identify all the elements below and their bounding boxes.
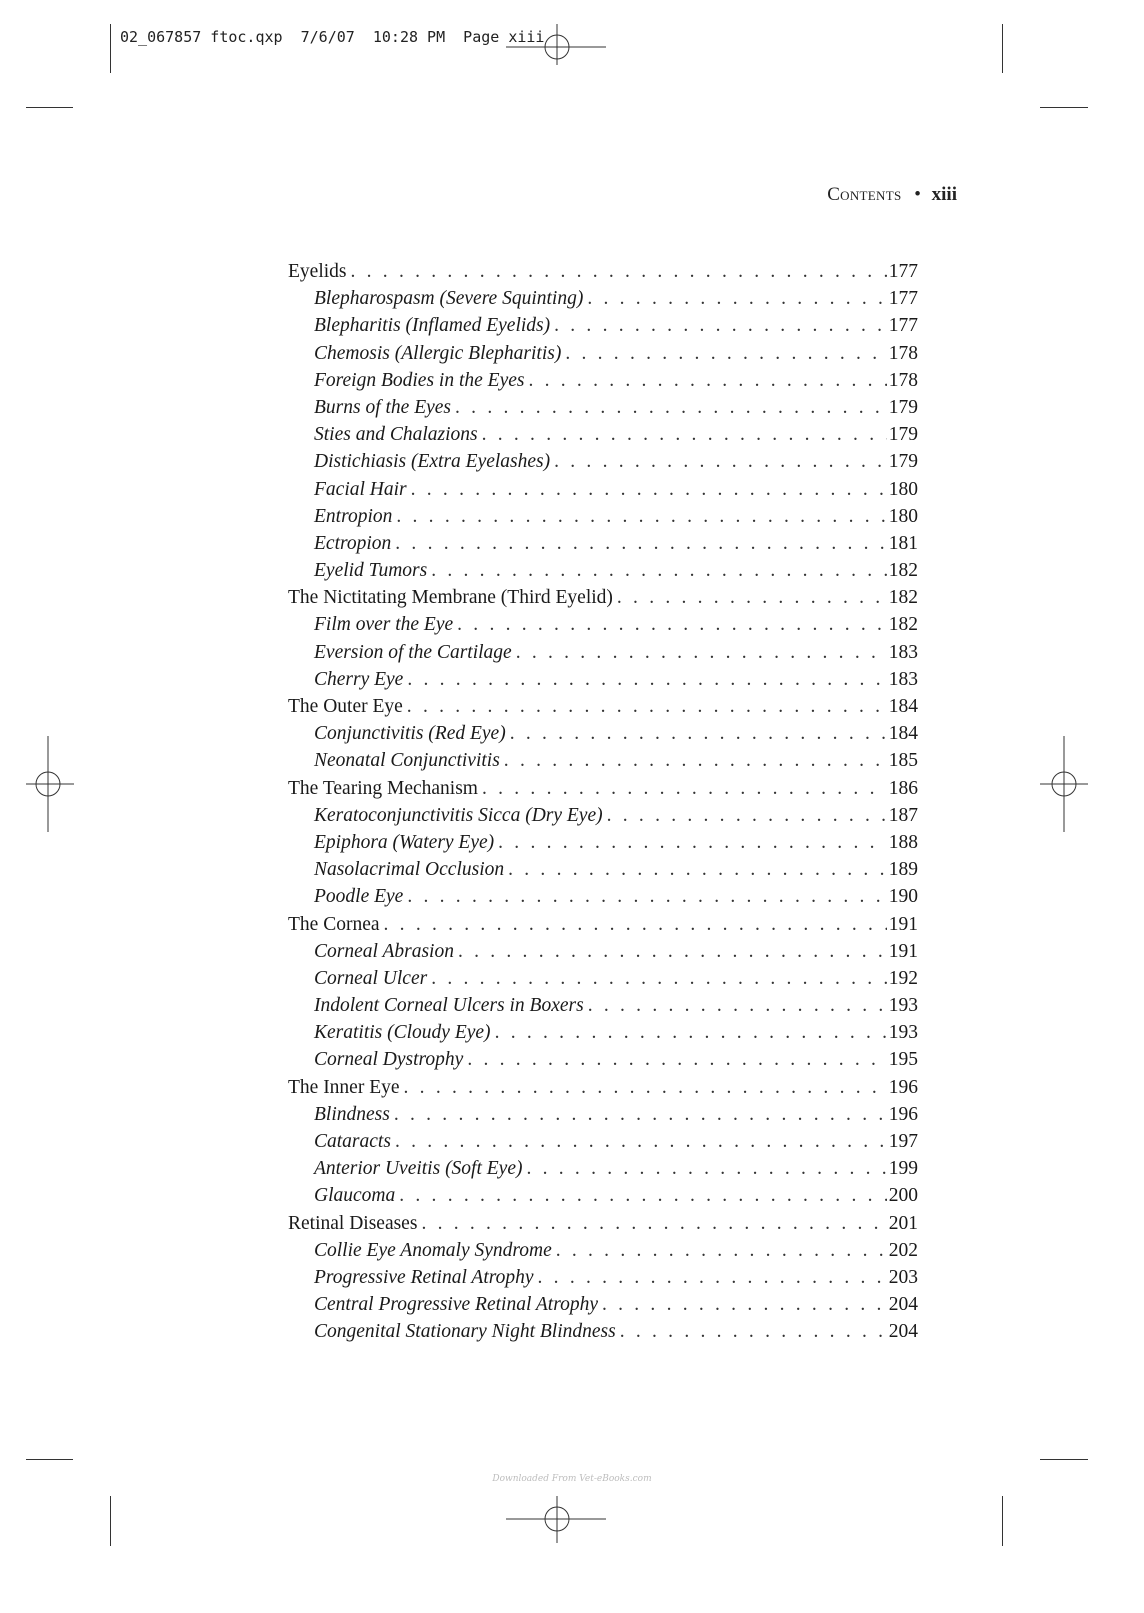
dot-leader <box>617 584 887 611</box>
toc-entry-page: 197 <box>888 1131 918 1152</box>
toc-entry-page: 179 <box>888 451 918 473</box>
toc-subentry <box>288 1318 918 1345</box>
toc-entry-page: 179 <box>888 396 918 418</box>
toc-entry-title: Keratoconjunctivitis Sicca (Dry Eye) <box>314 804 603 826</box>
toc-entry-page: 188 <box>888 831 918 853</box>
dot-leader <box>399 1182 887 1209</box>
dot-leader <box>554 448 887 475</box>
toc-entry <box>288 1210 918 1237</box>
dot-leader <box>510 720 887 747</box>
printer-slug: 02_067857 ftoc.qxp 7/6/07 10:28 PM Page xiii <box>120 28 545 46</box>
toc-subentry <box>288 421 918 448</box>
toc-entry-title: Conjunctivitis (Red Eye) <box>314 723 506 745</box>
toc-entry-title: The Nictitating Membrane (Third Eyelid) <box>288 587 613 609</box>
toc-subentry <box>288 856 918 883</box>
toc-subentry <box>288 1046 918 1073</box>
toc-entry-page: 178 <box>888 342 918 364</box>
dot-leader <box>467 1046 886 1073</box>
dot-leader <box>404 1074 887 1101</box>
toc-subentry <box>288 611 918 638</box>
dot-leader <box>620 1318 887 1345</box>
toc-entry-title: Cataracts <box>314 1131 391 1152</box>
toc-entry-title: Eyelids <box>288 261 347 282</box>
toc-entry-page: 180 <box>888 505 918 527</box>
toc-subentry <box>288 448 918 475</box>
registration-mark-bottom <box>506 1496 608 1544</box>
toc-subentry <box>288 1101 918 1128</box>
toc-entry-page: 183 <box>888 641 918 663</box>
toc-entry-title: Eversion of the Cartilage <box>314 641 512 663</box>
toc-entry-page: 180 <box>888 478 918 500</box>
toc-entry-title: Chemosis (Allergic Blepharitis) <box>314 342 562 364</box>
toc-entry-title: Corneal Ulcer <box>314 967 428 989</box>
toc-entry-page: 191 <box>888 940 918 962</box>
dot-leader <box>394 1101 887 1128</box>
toc-subentry <box>288 1182 918 1209</box>
toc-entry-page: 189 <box>888 859 918 881</box>
toc-subentry <box>288 883 918 910</box>
dot-leader <box>458 938 887 965</box>
toc-entry-title: Blindness <box>314 1103 390 1125</box>
dot-leader <box>538 1264 887 1291</box>
toc-entry-page: 193 <box>888 995 918 1017</box>
toc-entry-page: 177 <box>888 288 918 310</box>
toc-entry <box>288 775 918 802</box>
toc-subentry <box>288 312 918 339</box>
toc-entry-title: Indolent Corneal Ulcers in Boxers <box>314 995 584 1017</box>
toc-subentry <box>288 720 918 747</box>
dot-leader <box>508 856 887 883</box>
toc-entry-page: 196 <box>888 1103 918 1125</box>
toc-entry-title: Poodle Eye <box>314 886 404 908</box>
toc-entry <box>288 911 918 938</box>
dot-leader <box>556 1237 887 1264</box>
toc-subentry <box>288 503 918 530</box>
toc-entry-title: Ectropion <box>314 532 392 554</box>
dot-leader <box>407 693 887 720</box>
toc-entry-title: The Inner Eye <box>288 1076 400 1098</box>
dot-leader <box>482 775 887 802</box>
toc-subentry <box>288 965 918 992</box>
toc-entry-title: Sties and Chalazions <box>314 424 478 446</box>
toc-entry-title: Nasolacrimal Occlusion <box>314 859 505 881</box>
dot-leader <box>421 1210 886 1237</box>
toc-subentry <box>288 340 918 367</box>
toc-entry-title: Progressive Retinal Atrophy <box>314 1266 534 1288</box>
dot-leader <box>602 1291 887 1318</box>
toc-entry-title: Facial Hair <box>314 478 407 500</box>
toc-entry-page: 203 <box>888 1266 918 1288</box>
toc-entry-page: 177 <box>888 261 918 282</box>
toc-entry-page: 182 <box>888 587 918 609</box>
toc-entry-title: Distichiasis (Extra Eyelashes) <box>314 451 551 473</box>
toc-entry-page: 204 <box>888 1294 918 1316</box>
toc-subentry <box>288 530 918 557</box>
toc-subentry <box>288 394 918 421</box>
toc-entry-page: 186 <box>888 777 918 799</box>
dot-leader <box>482 421 887 448</box>
registration-mark-top <box>506 24 608 66</box>
toc-subentry <box>288 1237 918 1264</box>
toc-entry-page: 195 <box>888 1049 918 1071</box>
toc-entry-title: Epiphora (Watery Eye) <box>314 831 495 853</box>
toc-subentry <box>288 1128 918 1155</box>
toc-entry-title: Congenital Stationary Night Blindness <box>314 1321 616 1343</box>
dot-leader <box>395 1128 887 1155</box>
toc-entry-page: 179 <box>888 424 918 446</box>
toc-entry-title: Cherry Eye <box>314 668 404 690</box>
toc-entry-title: Corneal Abrasion <box>314 940 454 962</box>
toc-entry-title: The Outer Eye <box>288 696 403 717</box>
toc-entry <box>288 1074 918 1101</box>
dot-leader <box>411 476 887 503</box>
dot-leader <box>396 503 886 530</box>
toc-subentry <box>288 1264 918 1291</box>
dot-leader <box>607 802 887 829</box>
toc-entry-page: 204 <box>888 1321 918 1343</box>
dot-leader <box>395 530 886 557</box>
toc-entry <box>288 584 918 611</box>
toc-entry-page: 184 <box>888 723 918 745</box>
toc-entry-page: 182 <box>888 614 918 636</box>
toc-entry-title: Collie Eye Anomaly Syndrome <box>314 1239 552 1261</box>
toc-subentry <box>288 285 918 312</box>
toc-entry-page: 199 <box>888 1158 918 1180</box>
toc-entry-page: 182 <box>888 560 918 582</box>
dot-leader <box>587 285 886 312</box>
toc-entry-page: 192 <box>888 967 918 989</box>
toc-entry-title: Entropion <box>314 505 393 527</box>
page-number: xiii <box>931 184 957 205</box>
toc-entry-title: Eyelid Tumors <box>314 560 428 582</box>
toc-subentry <box>288 992 918 1019</box>
dot-leader <box>455 394 887 421</box>
dot-leader <box>407 883 886 910</box>
toc-entry-page: 201 <box>888 1212 918 1234</box>
toc-entry-title: Retinal Diseases <box>288 1212 418 1234</box>
toc-entry-title: Burns of the Eyes <box>314 396 452 418</box>
toc-entry-title: Blepharospasm (Severe Squinting) <box>314 288 584 310</box>
toc-entry-page: 191 <box>888 913 918 935</box>
toc-entry-page: 190 <box>888 886 918 908</box>
dot-leader <box>351 258 887 285</box>
toc-entry-page: 181 <box>888 532 918 554</box>
dot-leader <box>588 992 887 1019</box>
toc-entry-page: 185 <box>888 750 918 772</box>
dot-leader <box>526 1155 886 1182</box>
toc-subentry <box>288 829 918 856</box>
running-head-label: Contents <box>827 184 902 205</box>
download-watermark: Downloaded From Vet-eBooks.com <box>492 1474 652 1484</box>
toc-entry-page: 178 <box>888 369 918 391</box>
toc-entry-page: 187 <box>888 804 918 826</box>
dot-leader <box>504 747 887 774</box>
toc-subentry <box>288 747 918 774</box>
dot-leader <box>565 340 886 367</box>
dot-leader <box>431 965 887 992</box>
dot-leader <box>495 1019 887 1046</box>
toc-entry-title: Central Progressive Retinal Atrophy <box>314 1294 598 1316</box>
dot-leader <box>431 557 887 584</box>
toc-subentry <box>288 1155 918 1182</box>
toc-entry-title: Film over the Eye <box>314 614 454 636</box>
toc-entry-title: Neonatal Conjunctivitis <box>314 750 500 772</box>
toc-entry-page: 202 <box>888 1239 918 1261</box>
toc-subentry <box>288 639 918 666</box>
toc-entry-title: Foreign Bodies in the Eyes <box>314 369 525 391</box>
toc-subentry <box>288 367 918 394</box>
running-head-bullet: • <box>914 184 921 205</box>
toc-entry-title: Glaucoma <box>314 1185 396 1207</box>
toc-entry-title: Blepharitis (Inflamed Eyelids) <box>314 315 551 337</box>
dot-leader <box>554 312 887 339</box>
toc-entry-page: 183 <box>888 668 918 690</box>
toc-entry-page: 177 <box>888 315 918 337</box>
toc-entry-title: Corneal Dystrophy <box>314 1049 464 1071</box>
dot-leader <box>457 611 887 638</box>
toc-entry-page: 196 <box>888 1076 918 1098</box>
toc-entry-page: 184 <box>888 696 918 717</box>
toc-subentry <box>288 666 918 693</box>
toc-entry-title: The Cornea <box>288 913 380 935</box>
toc-entry-page: 200 <box>888 1185 918 1207</box>
toc-subentry <box>288 557 918 584</box>
dot-leader <box>407 666 886 693</box>
registration-mark-right <box>1038 736 1090 834</box>
dot-leader <box>498 829 887 856</box>
toc-subentry <box>288 476 918 503</box>
running-head <box>827 184 957 206</box>
dot-leader <box>528 367 886 394</box>
toc-subentry <box>288 1291 918 1318</box>
toc-entry <box>288 258 918 285</box>
toc-subentry <box>288 802 918 829</box>
dot-leader <box>516 639 887 666</box>
registration-mark-left <box>24 736 76 834</box>
dot-leader <box>384 911 887 938</box>
toc-subentry <box>288 1019 918 1046</box>
toc-entry-page: 193 <box>888 1022 918 1044</box>
toc-entry-title: Keratitis (Cloudy Eye) <box>314 1022 491 1044</box>
table-of-contents <box>288 258 918 1346</box>
toc-subentry <box>288 938 918 965</box>
toc-entry-title: Anterior Uveitis (Soft Eye) <box>314 1158 523 1180</box>
toc-entry <box>288 693 918 720</box>
toc-entry-title: The Tearing Mechanism <box>288 777 478 799</box>
